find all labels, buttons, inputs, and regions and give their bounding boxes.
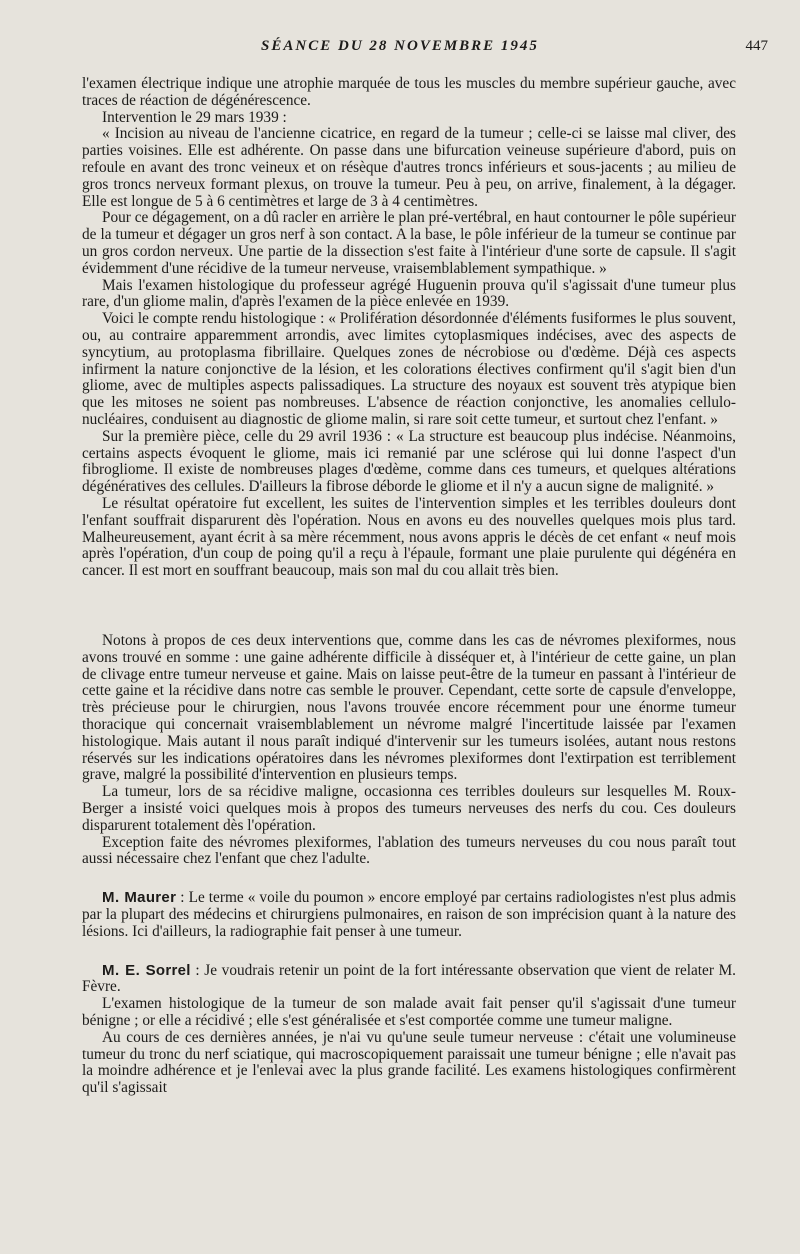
- discussion-block: [82, 633, 736, 1097]
- paragraph: Mais l'examen histologique du professeur agrégé Huguenin prouva qu'il s'agissait d'une tumeur plus rare, d'un gliome malin, d'après l'examen de la pièce enlevée en 1939.: [82, 276, 736, 311]
- intervention-sorrel: [82, 963, 736, 997]
- paragraph: Notons à propos de ces deux interventions que, comme dans les cas de névromes plexiformes, nous avons trouvé en somme : une gaine adhérente difficile à disséquer et, à l'intérieur de cette gaine, un plan de clivage entre tumeur nerveuse et gaine. Mais on laisse peut-être de la tumeur en passant à l'intérieur de cette gaine et la récidive dans notre cas semble le prouver. Cependant, cette sorte de capsule d'enveloppe, très précieuse pour le chirurgien, nous l'avons trouvée encore récemment pour une énorme tumeur thoracique qui concernait vraisemblablement un névrome malgré l'incertitude laissée par l'examen histologique. Mais autant il nous paraît indiqué d'intervenir sur les tumeurs isolées, autant nous restons réservés sur les indications opératoires dans les névromes plexiformes dont l'extirpation est terriblement grave, malgré la possibilité d'intervention en plusieurs temps.: [82, 632, 736, 784]
- case-report-block: [82, 76, 736, 580]
- page-number: 447: [745, 38, 768, 54]
- intervention-text: : Je voudrais retenir un point de la fort intéressante observation que vient de relater M. Fèvre.: [82, 961, 736, 996]
- speaker-name: M. E. Sorrel: [102, 961, 191, 979]
- paragraph: Le résultat opératoire fut excellent, les suites de l'intervention simples et les terribles douleurs dont l'enfant souffrait disparurent dès l'opération. Nous en avons eu des nouvelles quelques mois plus tard. Malheureusement, ayant écrit à sa mère récemment, nous avons appris le décès de cet enfant « neuf mois après l'opération, d'un coup de poing qu'il a reçu à l'épaule, formant une plaie purulente qui dégénéra en cancer. Il est mort en souffrant beaucoup, mais son mal du cou allait très bien.: [82, 494, 736, 580]
- paragraph: Exception faite des névromes plexiformes, l'ablation des tumeurs nerveuses du cou nous paraît tout aussi nécessaire chez l'enfant que chez l'adulte.: [82, 833, 736, 868]
- intervention-maurer: [82, 890, 736, 940]
- paragraph: Sur la première pièce, celle du 29 avril 1936 : « La structure est beaucoup plus indécise. Néanmoins, certains aspects évoquent le gliome, mais ici remanié par une sclérose qui lui donne l'aspect d'un fibrogliome. Il existe de nombreuses plages d'œdème, comme dans ces tumeurs, et quelques altérations dégénératives des cellules. D'ailleurs la fibrose déborde le gliome et il n'y a aucun signe de malignité. »: [82, 427, 736, 496]
- speaker-name: M. Maurer: [102, 889, 177, 907]
- intervention-text: : Le terme « voile du poumon » encore employé par certains radiologistes n'est plus admis par la plupart des médecins et chirurgiens pulmonaires, en raison de son imprécision quant à la nature des lésions. Ici d'ailleurs, la radiographie fait penser à une tumeur.: [82, 889, 736, 940]
- paragraph: Intervention le 29 mars 1939 :: [102, 108, 287, 126]
- paragraph: Au cours de ces dernières années, je n'ai vu qu'une seule tumeur nerveuse : c'était une volumineuse tumeur du tronc du nerf sciatique, qui macroscopiquement paraissait une tumeur bénigne ; elle n'avait pas la moindre adhérence et je l'enlevai avec la plus grande facilité. Les examens histologiques confirmèrent qu'il s'agissait: [82, 1028, 736, 1097]
- running-title: SÉANCE DU 28 NOVEMBRE 1945: [261, 38, 539, 54]
- paragraph: l'examen électrique indique une atrophie marquée de tous les muscles du membre supérieur gauche, avec traces de réaction de dégénérescence.: [82, 75, 736, 109]
- paragraph: Voici le compte rendu histologique : « Prolifération désordonnée d'éléments fusiformes le plus souvent, ou, au contraire apparemment arrondis, avec limites cytoplasmiques indécises, avec des aspects de syncytium, au protoplasma fibrillaire. Quelques zones de nécrobiose ou d'œdème. Déjà ces aspects infirment la nature conjonctive de la lésion, et les colorations électives confirment qu'il s'agit bien d'un gliome, avec de multiples aspects palissadiques. La structure des noyaux est souvent très atypique bien que les mitoses ne soient pas nombreuses. L'absence de réaction conjonctive, les anomalies cellulo-nucléaires, conduisent au diagnostic de gliome malin, si rare soit cette tumeur, et surtout chez l'enfant. »: [82, 310, 736, 428]
- paragraph: L'examen histologique de la tumeur de son malade avait fait penser qu'il s'agissait d'une tumeur bénigne ; or elle a récidivé ; elle s'est généralisée et s'est comportée comme une tumeur maligne.: [82, 995, 736, 1029]
- paragraph: « Incision au niveau de l'ancienne cicatrice, en regard de la tumeur ; celle-ci se laisse mal cliver, des parties voisines. Elle est adhérente. On passe dans une bifurcation veineuse supérieure d'abord, puis on refoule en avant des tronc veineux et on résèque d'autres troncs inférieurs et sous-jacents ; au milieu de gros troncs nerveux formant plexus, on trouve la tumeur. Peu à peu, on arrive, finalement, à la dégager. Elle est longue de 5 à 6 centimètres et large de 3 à 4 centimètres.: [82, 125, 736, 210]
- paragraph: Pour ce dégagement, on a dû racler en arrière le plan pré-vertébral, en haut contourner le pôle supérieur de la tumeur et dégager un gros nerf à son contact. A la base, le pôle inférieur de la tumeur se continue par un gros cordon nerveux. Une partie de la dissection s'est faite à l'intérieur d'une sorte de capsule. Il s'agit évidemment d'une récidive de la tumeur nerveuse, vraisemblablement sympathique. »: [82, 209, 736, 277]
- paragraph: La tumeur, lors de sa récidive maligne, occasionna ces terribles douleurs sur lesquelles M. Roux-Berger a insisté voici quelques mois à propos des tumeurs nerveuses des nerfs du cou. Ces douleurs disparurent totalement dès l'opération.: [82, 783, 736, 834]
- running-head: [0, 30, 800, 66]
